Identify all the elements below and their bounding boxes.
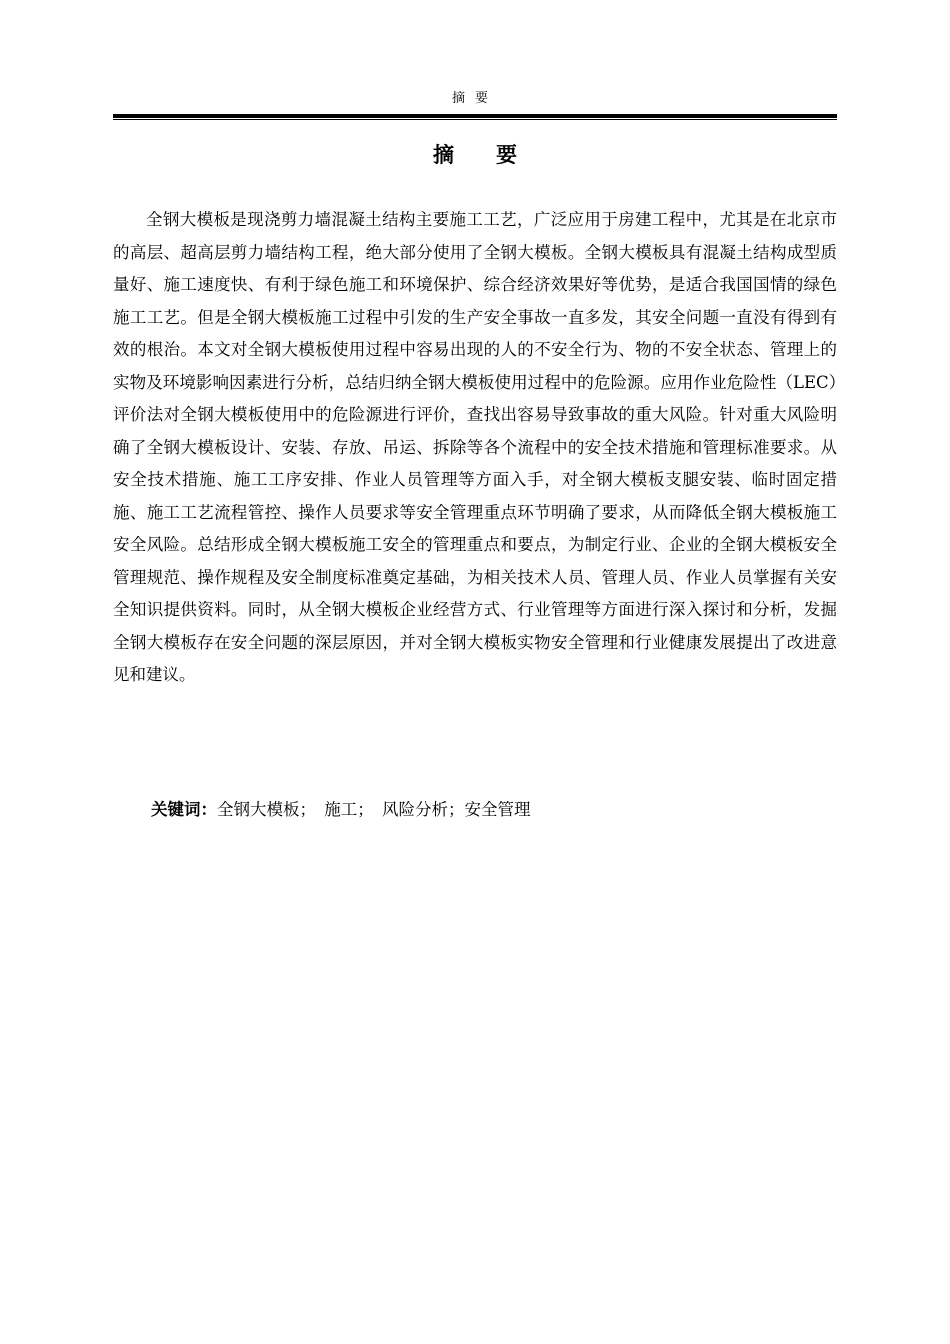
keywords-text: 全钢大模板； 施工； 风险分析；安全管理: [217, 800, 531, 819]
abstract-title: 摘要: [433, 143, 559, 167]
abstract-body: 全钢大模板是现浇剪力墙混凝土结构主要施工工艺，广泛应用于房建工程中，尤其是在北京市的高层、超高层剪力墙结构工程，绝大部分使用了全钢大模板。全钢大模板具有混凝土结构成型质量好、施工速度快、有利于绿色施工和环境保护、综合经济效果好等优势，是适合我国国情的绿色施工工艺。但是全钢大模板施工过程中引发的生产安全事故一直多发，其安全问题一直没有得到有效的根治。本文对全钢大模板使用过程中容易出现的人的不安全行为、物的不安全状态、管理上的实物及环境影响因素进行分析，总结归纳全钢大模板使用过程中的危险源。应用作业危险性（LEC）评价法对全钢大模板使用中的危险源进行评价，查找出容易导致事故的重大风险。针对重大风险明确了全钢大模板设计、安装、存放、吊运、拆除等各个流程中的安全技术措施和管理标准要求。从安全技术措施、施工工序安排、作业人员管理等方面入手，对全钢大模板支腿安装、临时固定措施、施工工艺流程管控、操作人员要求等安全管理重点环节明确了要求，从而降低全钢大模板施工安全风险。总结形成全钢大模板施工安全的管理重点和要点，为制定行业、企业的全钢大模板安全管理规范、操作规程及安全制度标准奠定基础，为相关技术人员、管理人员、作业人员掌握有关安全知识提供资料。同时，从全钢大模板企业经营方式、行业管理等方面进行深入探讨和分析，发掘全钢大模板存在安全问题的深层原因，并对全钢大模板实物安全管理和行业健康发展提出了改进意见和建议。: [113, 210, 837, 684]
keywords-line: [151, 795, 837, 825]
keywords-label: 关键词：: [151, 800, 217, 819]
header-rule-thin: [113, 119, 837, 120]
header-rule-thick: [113, 114, 837, 118]
running-header: 摘要: [451, 91, 498, 106]
